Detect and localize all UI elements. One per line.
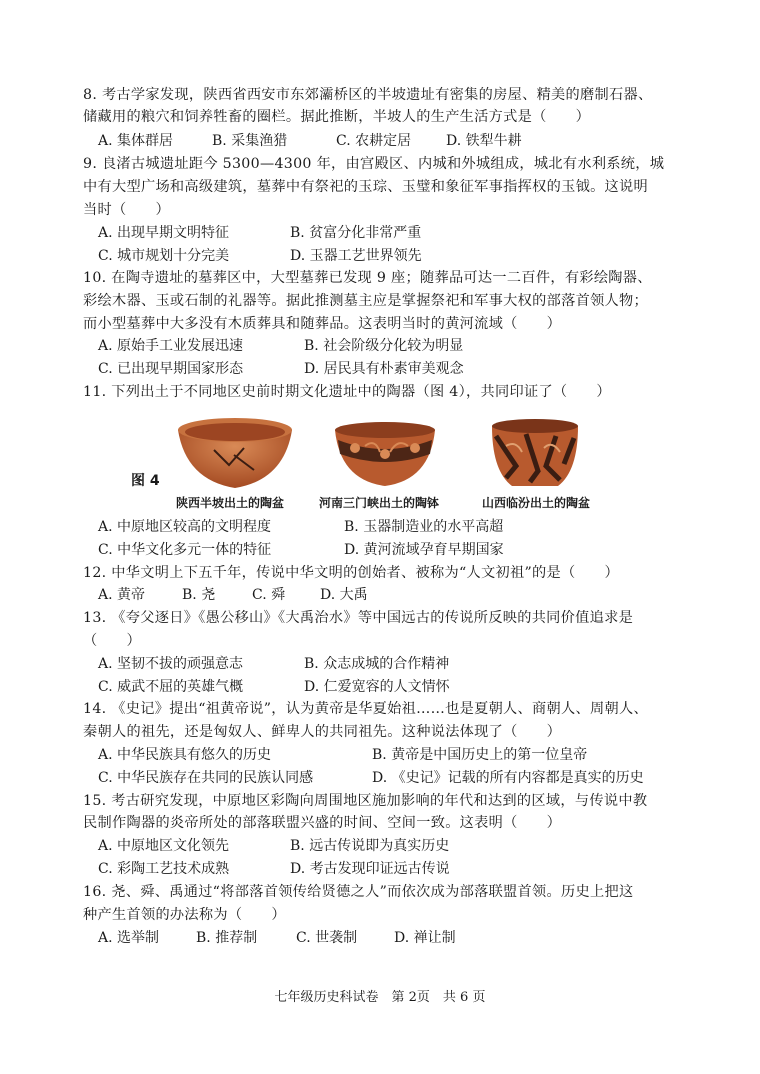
q16-option-c: C. 世袭制 xyxy=(296,930,358,946)
q13-option-d: D. 仁爱宽容的人文情怀 xyxy=(304,679,450,695)
q16-option-d: D. 禅让制 xyxy=(394,930,456,946)
q12-option-a: A. 黄帝 xyxy=(98,587,146,603)
q14-option-b: B. 黄帝是中国历史上的第一位皇帝 xyxy=(372,747,588,763)
q9-line-1: 9. 良渚古城遗址距今 5300—4300 年，由宫殿区、内城和外城组成，城北有水利系统，城 xyxy=(83,156,665,172)
q15-option-d: D. 考古发现印证远古传说 xyxy=(290,861,450,877)
q15-option-a: A. 中原地区文化领先 xyxy=(98,838,230,854)
q10-option-a: A. 原始手工业发展迅速 xyxy=(98,338,244,354)
q14-option-a: A. 中华民族具有悠久的历史 xyxy=(98,747,272,763)
q14-line-1: 14. 《史记》提出“祖黄帝说”，认为黄帝是华夏始祖……也是夏朝人、商朝人、周朝人、 xyxy=(83,701,648,717)
q11-option-d: D. 黄河流域孕育早期国家 xyxy=(344,542,504,558)
page-footer: 七年级历史科试卷 第 2页 共 6 页 xyxy=(274,990,486,1005)
caption-linfen: 山西临汾出土的陶盆 xyxy=(482,496,591,510)
q9-option-d: D. 玉器工艺世界领先 xyxy=(290,248,422,264)
q14-line-2: 秦朝人的祖先，还是匈奴人、鲜卑人的共同祖先。这种说法体现了（ ） xyxy=(83,724,562,740)
q16-option-b: B. 推荐制 xyxy=(196,930,258,946)
q13-option-a: A. 坚韧不拔的顽强意志 xyxy=(98,656,244,672)
q15-line-1: 15. 考古研究发现，中原地区彩陶向周围地区施加影响的年代和达到的区域，与传说中教 xyxy=(83,793,648,809)
q8-option-b: B. 采集渔猎 xyxy=(212,133,288,149)
q13-line-2: （ ） xyxy=(83,633,141,649)
q12-option-b: B. 尧 xyxy=(182,587,216,603)
q11-option-c: C. 中华文化多元一体的特征 xyxy=(98,542,272,558)
caption-sanmenxia: 河南三门峡出土的陶钵 xyxy=(319,496,440,510)
q8-option-c: C. 农耕定居 xyxy=(336,133,412,149)
q9-option-c: C. 城市规划十分完美 xyxy=(98,248,230,264)
q9-line-2: 中有大型广场和高级建筑，墓葬中有祭祀的玉琮、玉璧和象征军事指挥权的玉钺。这说明 xyxy=(83,179,649,195)
q11-option-b: B. 玉器制造业的水平高超 xyxy=(344,519,504,535)
q12-option-c: C. 舜 xyxy=(252,587,286,603)
q16-option-a: A. 选举制 xyxy=(98,930,160,946)
sanmenxia-pottery-bowl-image xyxy=(330,418,440,490)
q13-line-1: 13. 《夸父逐日》《愚公移山》《大禹治水》等中国远古的传说所反映的共同价值追求是 xyxy=(83,610,634,626)
q8-option-a: A. 集体群居 xyxy=(98,133,174,149)
q11-line-1: 11. 下列出土于不同地区史前时期文化遗址中的陶器（图 4），共同印证了（ ） xyxy=(83,384,611,400)
q16-line-1: 16. 尧、舜、禹通过“将部落首领传给贤德之人”而依次成为部落联盟首领。历史上把这 xyxy=(83,884,634,900)
q10-option-b: B. 社会阶级分化较为明显 xyxy=(304,338,464,354)
q8-line-2: 储藏用的粮穴和饲养牲畜的圈栏。据此推断，半坡人的生产生活方式是（ ） xyxy=(83,109,591,125)
q15-option-c: C. 彩陶工艺技术成熟 xyxy=(98,861,230,877)
figure-label: 图 4 xyxy=(131,473,160,489)
banpo-pottery-basin-image xyxy=(174,410,296,492)
q8-line-1: 8. 考古学家发现，陕西省西安市东郊灞桥区的半坡遗址有密集的房屋、精美的磨制石器、 xyxy=(83,87,653,103)
q10-line-3: 而小型墓葬中大多没有木质葬具和随葬品。这表明当时的黄河流域（ ） xyxy=(83,316,562,332)
q9-option-a: A. 出现早期文明特征 xyxy=(98,225,230,241)
q10-line-2: 彩绘木器、玉或石制的礼器等。据此推测墓主应是掌握祭祀和军事大权的部落首领人物； xyxy=(83,293,649,309)
caption-banpo: 陕西半坡出土的陶盆 xyxy=(176,496,285,510)
q13-option-b: B. 众志成城的合作精神 xyxy=(304,656,450,672)
q9-line-3: 当时（ ） xyxy=(83,202,170,218)
q8-option-d: D. 铁犁牛耕 xyxy=(446,133,522,149)
q12-option-d: D. 大禹 xyxy=(320,587,368,603)
q11-option-a: A. 中原地区较高的文明程度 xyxy=(98,519,272,535)
q12-line-1: 12. 中华文明上下五千年，传说中华文明的创始者、被称为“人文初祖”的是（ ） xyxy=(83,565,619,581)
q10-line-1: 10. 在陶寺遗址的墓葬区中，大型墓葬已发现 9 座；随葬品可达一二百件，有彩绘陶器、 xyxy=(83,270,652,286)
q10-option-c: C. 已出现早期国家形态 xyxy=(98,361,244,377)
q14-option-d: D. 《史记》记载的所有内容都是真实的历史 xyxy=(372,770,644,786)
q9-option-b: B. 贫富分化非常严重 xyxy=(290,225,422,241)
q13-option-c: C. 威武不屈的英雄气概 xyxy=(98,679,244,695)
q15-option-b: B. 远古传说即为真实历史 xyxy=(290,838,450,854)
q14-option-c: C. 中华民族存在共同的民族认同感 xyxy=(98,770,314,786)
q16-line-2: 种产生首领的办法称为（ ） xyxy=(83,907,286,923)
q15-line-2: 民制作陶器的炎帝所处的部落联盟兴盛的时间、空间一致。这表明（ ） xyxy=(83,815,562,831)
linfen-pottery-basin-image xyxy=(486,416,584,490)
q10-option-d: D. 居民具有朴素审美观念 xyxy=(304,361,464,377)
